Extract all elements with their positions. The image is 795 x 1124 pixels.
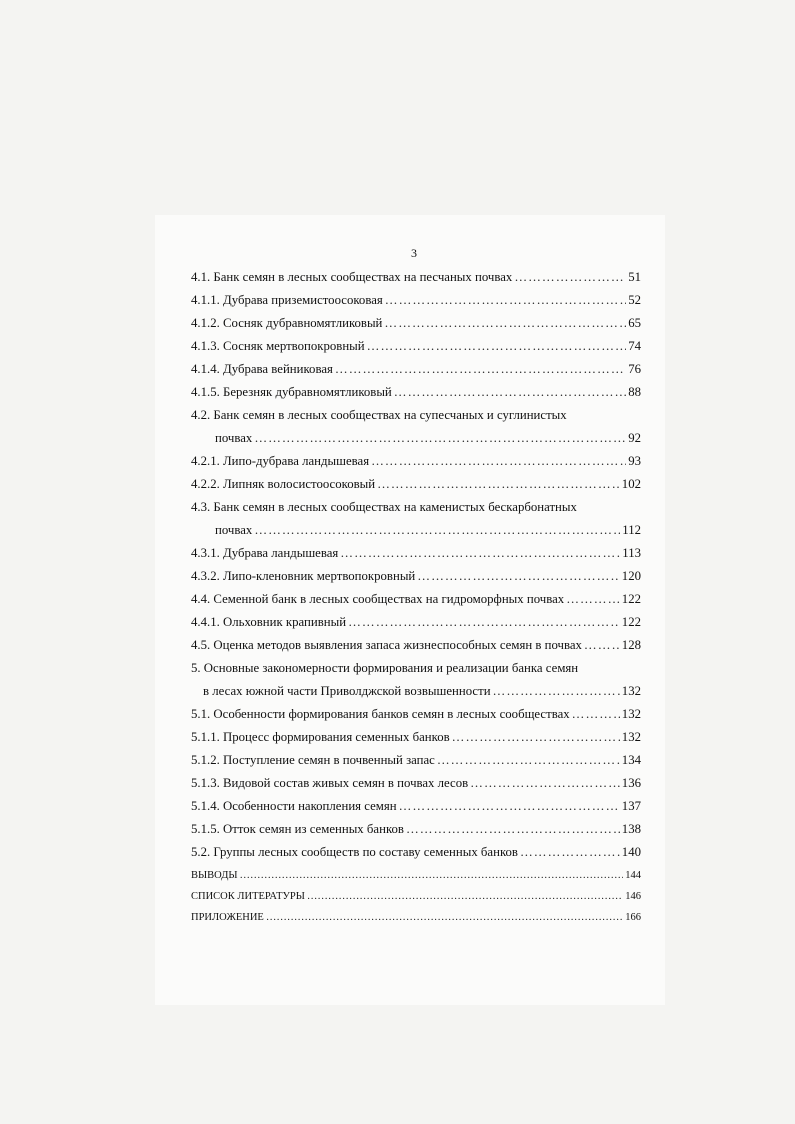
dot-leader <box>452 726 620 749</box>
dot-leader <box>340 542 620 565</box>
toc-entry-title: 5.1.3. Видовой состав живых семян в почвах лесов <box>191 776 469 790</box>
dot-leader <box>367 335 627 358</box>
toc-entry-title: 4.5. Оценка методов выявления запаса жизнеспособных семян в почвах <box>191 638 582 652</box>
toc-entry-title: 4.4. Семенной банк в лесных сообществах на гидроморфных почвах <box>191 592 565 606</box>
toc-entry-page: 146 <box>625 891 641 902</box>
toc-entry-title: 4.2. Банк семян в лесных сообществах на супесчаных и суглинистых <box>191 408 567 422</box>
toc-entry-title: 4.2.2. Липняк волосистоосоковый <box>191 477 376 491</box>
dot-leader <box>371 450 626 473</box>
toc-entry <box>191 906 641 927</box>
dot-leader <box>493 680 620 703</box>
page-number: 3 <box>411 246 417 260</box>
dot-leader <box>572 703 620 726</box>
toc-entry-title: почвах <box>215 431 253 445</box>
toc-entry-title: ВЫВОДЫ <box>191 870 238 881</box>
dot-leader <box>514 266 626 289</box>
dot-leader <box>335 358 626 381</box>
dot-leader <box>437 749 620 772</box>
toc-entry-title: 5.1. Особенности формирования банков семян в лесных сообществах <box>191 707 570 721</box>
toc-entry <box>191 588 641 611</box>
toc-entry <box>191 381 641 404</box>
toc-entry <box>191 542 641 565</box>
toc-entry <box>191 358 641 381</box>
toc-entry-title: ПРИЛОЖЕНИЕ <box>191 912 264 923</box>
dot-leader <box>394 381 626 404</box>
toc-entry <box>191 795 641 818</box>
dot-leader <box>584 634 620 657</box>
toc-entry <box>191 818 641 841</box>
dot-leader <box>470 772 620 795</box>
dot-leader <box>520 841 620 864</box>
toc-entry-title: 4.1.5. Березняк дубравномятликовый <box>191 385 392 399</box>
toc-entry <box>191 657 641 680</box>
toc-entry-page: 102 <box>621 477 641 491</box>
toc-entry-page: 92 <box>628 431 641 445</box>
toc-entry <box>191 749 641 772</box>
toc-entry-page: 128 <box>621 638 641 652</box>
toc-entry <box>191 864 641 885</box>
dot-leader <box>240 864 624 887</box>
toc-entry-page: 134 <box>621 753 641 767</box>
toc-entry-title: 4.3.2. Липо-кленовник мертвопокровный <box>191 569 416 583</box>
toc-entry-title: почвах <box>215 523 253 537</box>
toc-entry <box>191 450 641 473</box>
dot-leader <box>385 289 626 312</box>
toc-entry-page: 132 <box>621 684 641 698</box>
toc-entry <box>191 772 641 795</box>
toc-entry-page: 138 <box>621 822 641 836</box>
toc-entry-title: 4.3.1. Дубрава ландышевая <box>191 546 339 560</box>
dot-leader <box>266 906 623 929</box>
toc-entry <box>191 841 641 864</box>
toc-entry <box>191 312 641 335</box>
toc-entry-page: 112 <box>622 523 641 537</box>
toc-entry-title: СПИСОК ЛИТЕРАТУРЫ <box>191 891 305 902</box>
toc-entry <box>191 611 641 634</box>
toc-entry <box>191 496 641 519</box>
toc-entry-title: 4.1.3. Сосняк мертвопокровный <box>191 339 365 353</box>
dot-leader <box>566 588 620 611</box>
toc-entry-title: 4.1.2. Сосняк дубравномятликовый <box>191 316 383 330</box>
toc-entry-title: 5.1.1. Процесс формирования семенных банков <box>191 730 450 744</box>
toc-entry <box>191 565 641 588</box>
toc-entry-page: 137 <box>621 799 641 813</box>
toc-entry-title: 5.1.4. Особенности накопления семян <box>191 799 397 813</box>
dot-leader <box>307 885 623 908</box>
toc-entry-page: 51 <box>628 270 641 284</box>
toc-entry-title: 4.1. Банк семян в лесных сообществах на песчаных почвах <box>191 270 513 284</box>
toc-entry <box>191 703 641 726</box>
toc-entry-page: 166 <box>625 912 641 923</box>
toc-entry-title: 5.1.2. Поступление семян в почвенный запас <box>191 753 435 767</box>
toc-entry-page: 132 <box>621 707 641 721</box>
toc-entry-page: 74 <box>628 339 641 353</box>
toc-entry-title: в лесах южной части Приволджской возвышенности <box>203 684 491 698</box>
toc-entry-page: 120 <box>621 569 641 583</box>
toc-entry-page: 136 <box>621 776 641 790</box>
toc-entry <box>191 885 641 906</box>
toc-entry-page: 65 <box>628 316 641 330</box>
dot-leader <box>377 473 620 496</box>
toc-entry <box>191 473 641 496</box>
toc-entry-continuation <box>191 519 641 542</box>
dot-leader <box>254 427 626 450</box>
toc-entry-page: 122 <box>621 615 641 629</box>
toc-entry-page: 144 <box>625 870 641 881</box>
toc-entry-page: 52 <box>628 293 641 307</box>
dot-leader <box>406 818 620 841</box>
toc-entry <box>191 634 641 657</box>
dot-leader <box>254 519 620 542</box>
toc-entry-title: 4.4.1. Ольховник крапивный <box>191 615 347 629</box>
toc-entry-title: 5.2. Группы лесных сообществ по составу семенных банков <box>191 845 518 859</box>
toc-entry-title: 4.3. Банк семян в лесных сообществах на каменистых бескарбонатных <box>191 500 577 514</box>
toc-entry <box>191 404 641 427</box>
toc-entry-page: 93 <box>628 454 641 468</box>
dot-leader <box>399 795 620 818</box>
dot-leader <box>348 611 620 634</box>
toc-entry <box>191 335 641 358</box>
toc-entry-page: 140 <box>621 845 641 859</box>
dot-leader <box>384 312 626 335</box>
toc-entry-title: 4.1.1. Дубрава приземистоосоковая <box>191 293 383 307</box>
toc-entry <box>191 266 641 289</box>
toc-entry <box>191 726 641 749</box>
toc-entry-title: 5.1.5. Отток семян из семенных банков <box>191 822 404 836</box>
toc-entry-page: 88 <box>628 385 641 399</box>
toc-entry-page: 76 <box>628 362 641 376</box>
dot-leader <box>417 565 620 588</box>
toc-entry-continuation <box>191 427 641 450</box>
toc-entry-title: 4.2.1. Липо-дубрава ландышевая <box>191 454 370 468</box>
toc-entry <box>191 289 641 312</box>
toc-entry-page: 122 <box>621 592 641 606</box>
toc-entry-page: 113 <box>622 546 641 560</box>
toc-entry-title: 5. Основные закономерности формирования и реализации банка семян <box>191 661 579 675</box>
toc-entry-continuation <box>191 680 641 703</box>
toc-entry-title: 4.1.4. Дубрава вейниковая <box>191 362 333 376</box>
toc-entry-page: 132 <box>621 730 641 744</box>
table-of-contents <box>191 266 641 927</box>
